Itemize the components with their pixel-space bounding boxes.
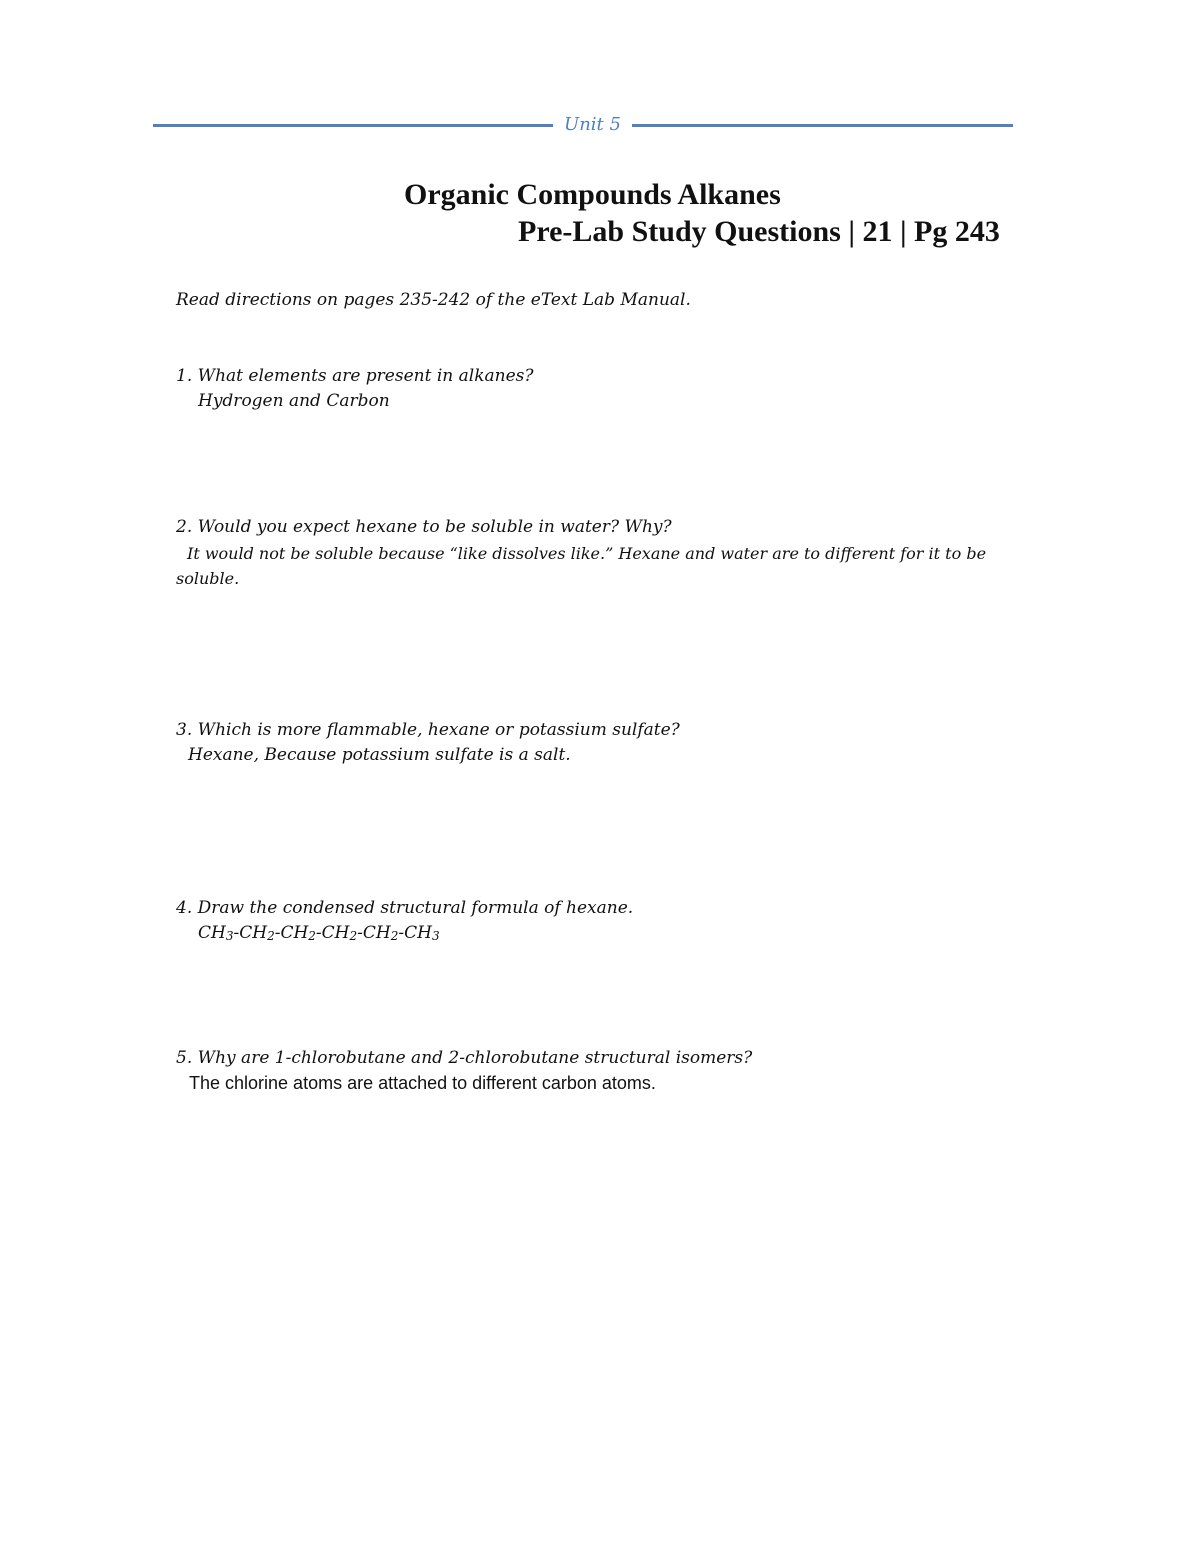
instructions: Read directions on pages 235-242 of the eText Lab Manual. [176,290,691,310]
question-1: 1. What elements are present in alkanes? [176,366,534,386]
answer-4-formula: $CH_3-CH_2-CH_2-CH_2-CH_2-CH_3$ [198,923,440,943]
answer-3: Hexane, Because potassium sulfate is a salt. [188,745,571,765]
document-subtitle: Pre-Lab Study Questions | 21 | Pg 243 [518,215,1000,248]
unit-label: Unit 5 [564,114,621,135]
header-rule-right [632,124,1013,127]
question-2: 2. Would you expect hexane to be soluble in water? Why? [176,517,672,537]
answer-2: It would not be soluble because “like dissolves like.” Hexane and water are to different for it to be soluble. [176,544,987,588]
question-3: 3. Which is more flammable, hexane or potassium sulfate? [176,720,680,740]
answer-1: Hydrogen and Carbon [198,391,390,411]
answer-5: The chlorine atoms are attached to different carbon atoms. [189,1073,656,1093]
document-title: Organic Compounds Alkanes [404,178,781,211]
question-4: 4. Draw the condensed structural formula of hexane. [176,898,634,918]
question-5: 5. Why are 1-chlorobutane and 2-chlorobutane structural isomers? [176,1048,753,1068]
header-rule-left [153,124,553,127]
